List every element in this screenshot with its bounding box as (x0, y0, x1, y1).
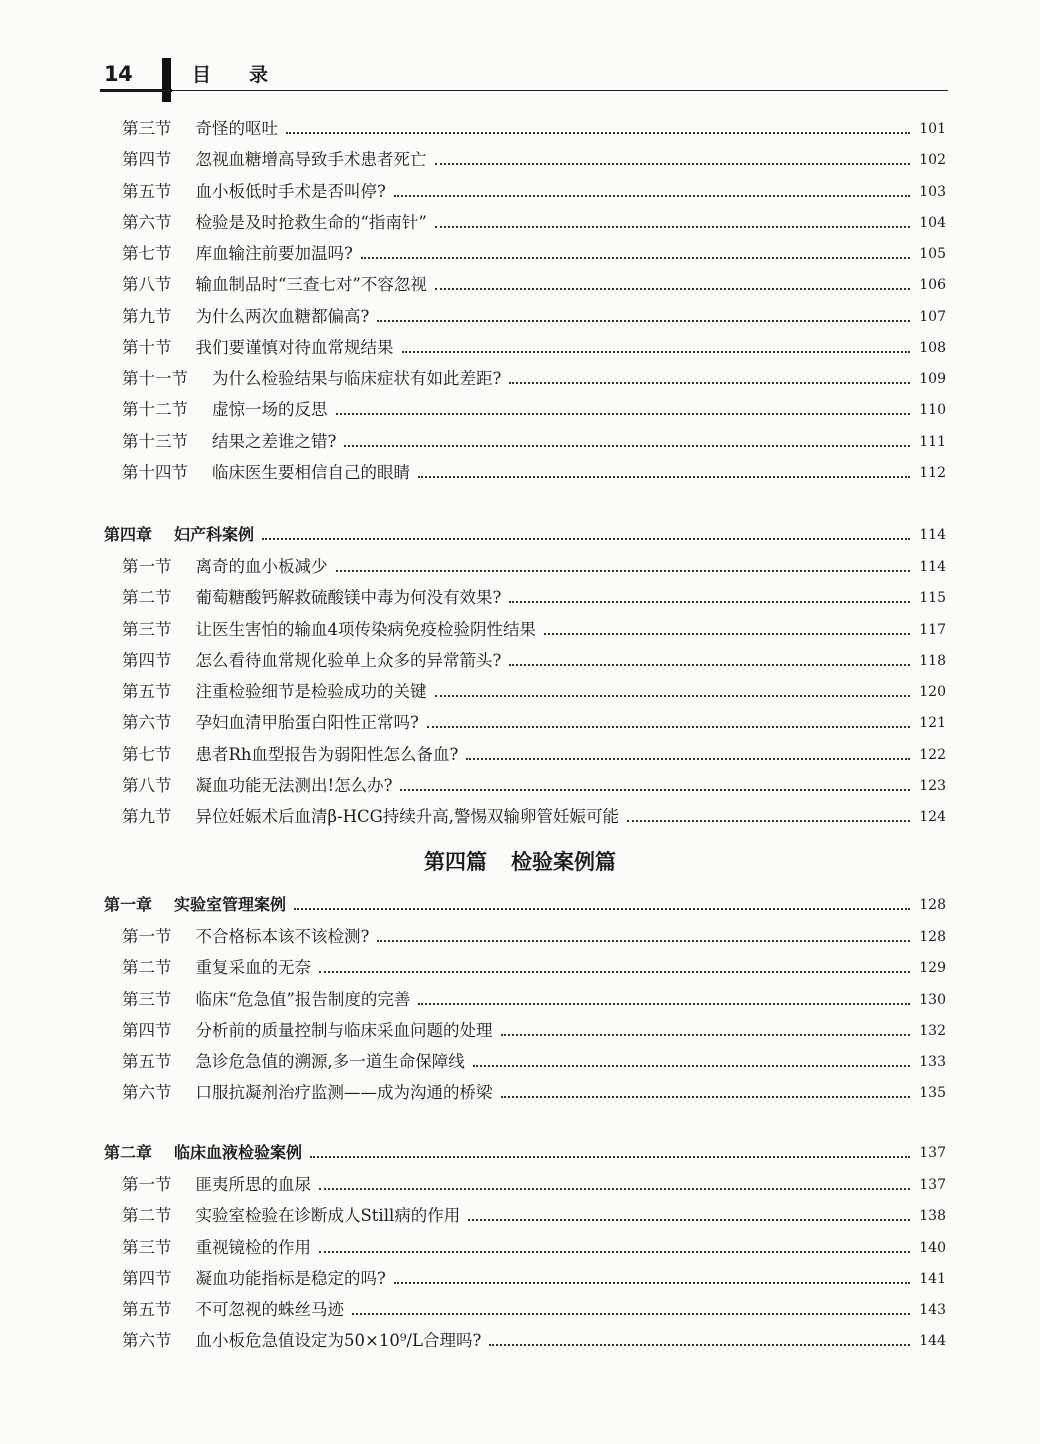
part-number: 第四篇 (424, 850, 487, 874)
entry-page: 107 (919, 308, 946, 325)
entry-page: 128 (919, 929, 946, 945)
entry-number: 第四章 (104, 525, 153, 544)
section-entry[interactable] (104, 583, 946, 609)
header-mark (162, 58, 171, 102)
leader-dots (319, 1188, 910, 1190)
leader-dots (377, 940, 910, 942)
entry-page: 135 (919, 1085, 946, 1102)
entry-title: 检验是及时抢救生命的“指南针” (195, 212, 427, 232)
leader-dots (435, 288, 910, 290)
section-entry[interactable] (104, 771, 946, 797)
section-entry[interactable] (104, 1078, 946, 1104)
entry-page: 112 (919, 464, 946, 481)
leader-dots (294, 908, 910, 910)
entry-title: 离奇的血小板减少 (195, 557, 328, 576)
entry-title: 不合格标本该不该检测? (195, 927, 370, 946)
section-entry[interactable] (104, 1016, 946, 1042)
entry-title: 血小板低时手术是否叫停? (195, 181, 386, 201)
entry-title: 为什么检验结果与临床症状有如此差距? (212, 369, 502, 388)
page-header (100, 56, 948, 106)
part-name: 检验案例篇 (511, 850, 616, 874)
entry-page: 137 (919, 1177, 946, 1193)
leader-dots (286, 132, 910, 134)
leader-dots (336, 570, 911, 572)
leader-dots (400, 789, 910, 791)
entry-title: 葡萄糖酸钙解救硫酸镁中毒为何没有效果? (195, 588, 502, 608)
entry-title: 不可忽视的蛛丝马迹 (195, 1300, 344, 1319)
section-entry[interactable] (104, 985, 946, 1011)
entry-page: 121 (919, 715, 946, 732)
leader-dots (435, 163, 911, 165)
entry-number: 第一节 (122, 557, 172, 576)
section-entry[interactable] (104, 953, 946, 979)
entry-page: 108 (919, 339, 946, 356)
section-entry[interactable] (104, 552, 946, 578)
leader-dots (319, 1251, 910, 1253)
entry-page: 124 (919, 809, 946, 825)
entry-title: 患者Rh血型报告为弱阳性怎么备血? (195, 744, 459, 764)
entry-page: 123 (919, 777, 946, 794)
entry-page: 144 (919, 1333, 946, 1350)
entry-page: 102 (919, 152, 946, 169)
entry-title: 异位妊娠术后血清β-HCG持续升高,警惕双输卵管妊娠可能 (195, 807, 620, 826)
section-entry[interactable] (104, 177, 946, 203)
entry-title: 匪夷所思的血尿 (195, 1175, 311, 1194)
entry-number: 第十三节 (122, 431, 188, 451)
leader-dots (509, 382, 910, 384)
entry-number: 第三节 (122, 989, 172, 1009)
leader-dots (319, 971, 910, 973)
entry-title: 输血制品时“三查七对”不容忽视 (195, 275, 427, 295)
entry-title: 结果之差谁之错? (212, 431, 337, 451)
leader-dots (627, 820, 910, 822)
entry-number: 第七节 (122, 744, 172, 764)
entry-number: 第六节 (122, 1331, 172, 1351)
leader-dots (361, 257, 910, 259)
entry-page: 137 (919, 1145, 946, 1161)
section-entry[interactable] (104, 427, 946, 453)
entry-page: 128 (919, 897, 946, 913)
section-entry[interactable] (104, 1295, 946, 1321)
section-entry[interactable] (104, 646, 946, 672)
entry-number: 第十一节 (122, 369, 188, 388)
entry-title: 实验室检验在诊断成人Still病的作用 (195, 1206, 461, 1226)
section-entry[interactable] (104, 395, 946, 421)
entry-title: 血小板危急值设定为50×10⁹/L合理吗? (195, 1331, 482, 1351)
section-entry[interactable] (104, 1326, 946, 1352)
entry-title: 急诊危急值的溯源,多一道生命保障线 (195, 1052, 465, 1071)
entry-number: 第一章 (104, 895, 153, 914)
entry-title: 凝血功能无法测出!怎么办? (195, 775, 393, 795)
section-entry[interactable] (104, 677, 946, 703)
entry-page: 106 (919, 277, 946, 294)
leader-dots (377, 320, 910, 322)
section-entry[interactable] (104, 922, 946, 948)
leader-dots (427, 726, 910, 728)
entry-number: 第四节 (122, 150, 172, 170)
section-entry[interactable] (104, 270, 946, 296)
entry-page: 104 (919, 214, 946, 231)
entry-number: 第五节 (122, 1300, 172, 1319)
entry-page: 103 (919, 183, 946, 200)
section-entry[interactable] (104, 145, 946, 171)
entry-number: 第二章 (104, 1143, 153, 1162)
leader-dots (435, 226, 910, 228)
entry-title: 虚惊一场的反思 (212, 400, 328, 420)
section-entry[interactable] (104, 1170, 946, 1196)
entry-number: 第三节 (122, 1237, 172, 1257)
entry-page: 140 (919, 1239, 946, 1256)
section-entry[interactable] (104, 1047, 946, 1073)
section-entry[interactable] (104, 364, 946, 390)
entry-title: 让医生害怕的输血4项传染病免疫检验阴性结果 (195, 619, 536, 639)
entry-number: 第四节 (122, 1020, 172, 1040)
leader-dots (544, 633, 910, 635)
entry-number: 第四节 (122, 650, 172, 670)
entry-title: 重复采血的无奈 (195, 958, 311, 978)
leader-dots (435, 695, 911, 697)
entry-number: 第三节 (122, 619, 172, 639)
entry-page: 105 (919, 246, 946, 262)
leader-dots (262, 538, 910, 540)
entry-title: 重视镜检的作用 (195, 1237, 311, 1257)
entry-page: 122 (919, 746, 946, 763)
entry-page: 143 (919, 1302, 946, 1318)
entry-number: 第二节 (122, 1206, 172, 1226)
entry-title: 临床血液检验案例 (174, 1143, 303, 1162)
entry-title: 临床“危急值”报告制度的完善 (195, 989, 411, 1009)
entry-title: 为什么两次血糖都偏高? (195, 306, 370, 326)
entry-page: 115 (919, 590, 946, 607)
section-entry[interactable] (104, 114, 946, 140)
entry-number: 第二节 (122, 958, 172, 978)
entry-number: 第十二节 (122, 400, 188, 420)
section-entry[interactable] (104, 302, 946, 328)
entry-number: 第十四节 (122, 462, 188, 482)
entry-number: 第一节 (122, 927, 172, 946)
section-entry[interactable] (104, 1233, 946, 1259)
leader-dots (352, 1313, 910, 1315)
entry-number: 第六节 (122, 713, 172, 733)
entry-page: 141 (919, 1270, 946, 1287)
entry-page: 138 (919, 1208, 946, 1225)
leader-dots (473, 1065, 910, 1067)
entry-page: 130 (919, 991, 946, 1008)
leader-dots (344, 445, 910, 447)
entry-title: 库血输注前要加温吗? (195, 244, 353, 263)
section-entry[interactable] (104, 615, 946, 641)
leader-dots (489, 1344, 910, 1346)
leader-dots (466, 758, 910, 760)
entry-number: 第六节 (122, 1083, 172, 1103)
section-entry[interactable] (104, 458, 946, 484)
leader-dots (501, 1096, 911, 1098)
entry-number: 第四节 (122, 1268, 172, 1288)
entry-title: 怎么看待血常规化验单上众多的异常箭头? (195, 650, 502, 670)
entry-title: 分析前的质量控制与临床采血问题的处理 (195, 1020, 493, 1040)
entry-title: 妇产科案例 (174, 525, 255, 544)
leader-dots (509, 664, 910, 666)
leader-dots (310, 1156, 910, 1158)
chapter-entry[interactable] (104, 1138, 946, 1164)
section-entry[interactable] (104, 1201, 946, 1227)
entry-title: 实验室管理案例 (174, 895, 287, 914)
entry-title: 奇怪的呕吐 (195, 119, 278, 138)
section-entry[interactable] (104, 1264, 946, 1290)
entry-page: 118 (919, 652, 946, 669)
entry-number: 第五节 (122, 682, 172, 701)
entry-number: 第八节 (122, 275, 172, 295)
entry-page: 129 (919, 960, 946, 977)
entry-number: 第九节 (122, 807, 172, 826)
entry-title: 忽视血糖增高导致手术患者死亡 (195, 150, 427, 170)
section-entry[interactable] (104, 740, 946, 766)
leader-dots (501, 1034, 911, 1036)
entry-page: 109 (919, 371, 946, 387)
leader-dots (418, 1003, 910, 1005)
entry-title: 注重检验细节是检验成功的关键 (195, 682, 427, 701)
entry-page: 111 (919, 433, 946, 450)
entry-page: 120 (919, 684, 946, 700)
chapter-entry[interactable] (104, 890, 946, 916)
entry-number: 第二节 (122, 588, 172, 608)
entry-page: 114 (919, 527, 946, 543)
entry-number: 第十节 (122, 337, 172, 357)
entry-number: 第九节 (122, 306, 172, 326)
entry-number: 第五节 (122, 1052, 172, 1071)
section-entry[interactable] (104, 333, 946, 359)
leader-dots (394, 195, 910, 197)
entry-page: 110 (919, 402, 946, 419)
header-title: 目录 (192, 64, 307, 86)
leader-dots (394, 1282, 910, 1284)
entry-number: 第六节 (122, 212, 172, 232)
entry-number: 第三节 (122, 119, 172, 138)
entry-title: 凝血功能指标是稳定的吗? (195, 1268, 386, 1288)
header-rule (100, 90, 948, 91)
page-number: 14 (104, 62, 133, 86)
entry-number: 第五节 (122, 181, 172, 201)
entry-page: 132 (919, 1022, 946, 1039)
section-entry[interactable] (104, 208, 946, 234)
entry-title: 孕妇血清甲胎蛋白阳性正常吗? (195, 713, 419, 733)
entry-number: 第七节 (122, 244, 172, 263)
entry-title: 口服抗凝剂治疗监测——成为沟通的桥梁 (195, 1083, 493, 1103)
entry-page: 133 (919, 1054, 946, 1070)
chapter-entry[interactable] (104, 520, 946, 546)
leader-dots (468, 1219, 910, 1221)
entry-title: 我们要谨慎对待血常规结果 (195, 337, 394, 357)
entry-page: 114 (919, 559, 946, 575)
part-title (0, 846, 1040, 876)
entry-number: 第一节 (122, 1175, 172, 1194)
leader-dots (509, 601, 910, 603)
leader-dots (336, 413, 911, 415)
section-entry[interactable] (104, 239, 946, 265)
entry-page: 117 (919, 621, 946, 638)
entry-title: 临床医生要相信自己的眼睛 (212, 462, 410, 482)
entry-number: 第八节 (122, 775, 172, 795)
leader-dots (418, 476, 910, 478)
section-entry[interactable] (104, 802, 946, 828)
section-entry[interactable] (104, 708, 946, 734)
leader-dots (402, 351, 911, 353)
entry-page: 101 (919, 121, 946, 137)
